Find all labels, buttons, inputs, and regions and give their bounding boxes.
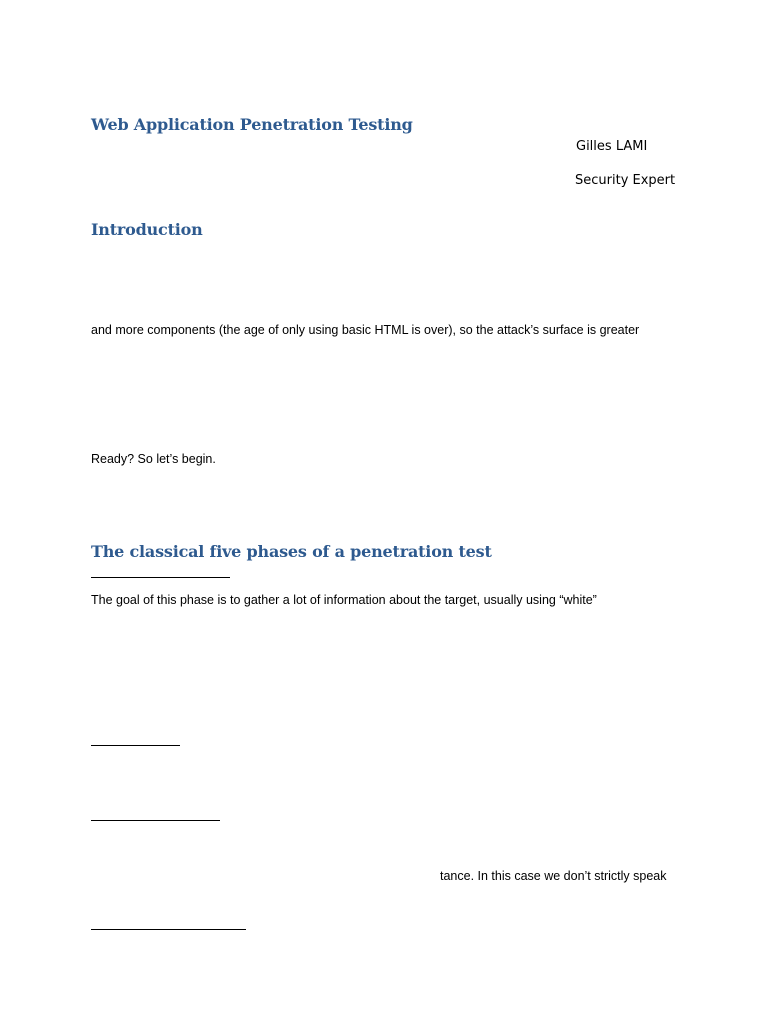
phase-goal-line: The goal of this phase is to gather a lot of information about the target, usually using “white” (91, 593, 597, 607)
underline-rule-4 (91, 929, 246, 930)
underline-rule-1 (91, 577, 230, 578)
introduction-heading: Introduction (91, 220, 203, 239)
underline-rule-2 (91, 745, 180, 746)
ready-line: Ready? So let’s begin. (91, 452, 216, 466)
fragment-line: tance. In this case we don’t strictly speak (440, 869, 667, 883)
underline-rule-3 (91, 820, 220, 821)
document-title: Web Application Penetration Testing (91, 115, 413, 134)
intro-paragraph-line: and more components (the age of only using basic HTML is over), so the attack’s surface is greater (91, 323, 640, 337)
author-role: Security Expert (575, 173, 676, 188)
author-name: Gilles LAMI (576, 139, 648, 154)
phases-heading: The classical five phases of a penetration test (91, 542, 492, 561)
